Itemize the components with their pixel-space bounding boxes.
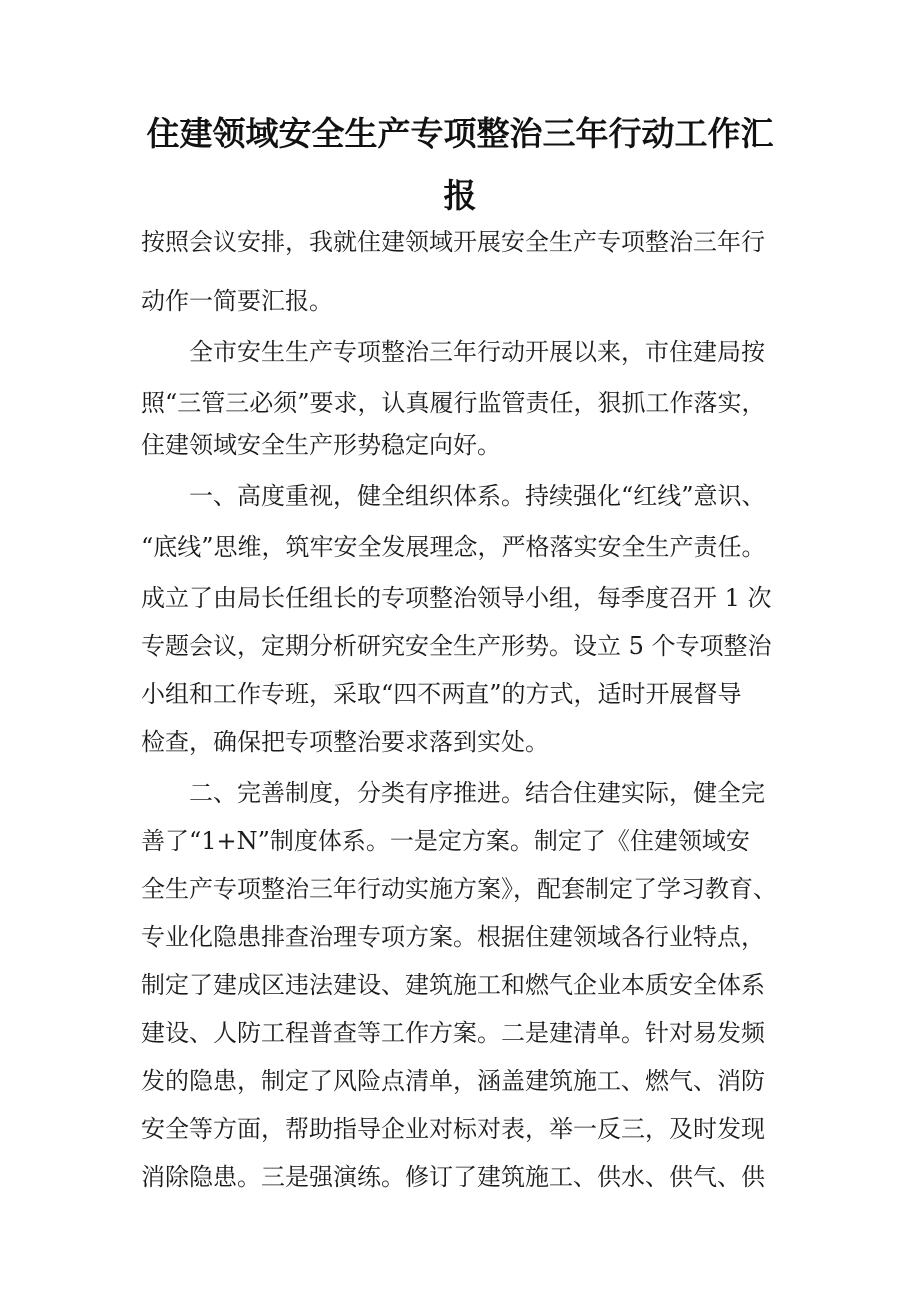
- body-line: 善了“1+N”制度体系。一是定方案。制定了《住建领域安: [141, 827, 750, 855]
- document-title-line-1: 住建领域安全生产专项整治三年行动工作汇: [146, 114, 774, 153]
- body-line: 小组和工作专班，采取“四不两直”的方式，适时开展督导: [141, 680, 742, 708]
- body-line: 专题会议，定期分析研究安全生产形势。设立 5 个专项整治: [141, 632, 772, 660]
- body-line: 制定了建成区违法建设、建筑施工和燃气企业本质安全体系: [141, 971, 765, 999]
- body-line: 动作一简要汇报。: [141, 287, 333, 315]
- body-line: 发的隐患，制定了风险点清单，涵盖建筑施工、燃气、消防: [141, 1067, 765, 1095]
- body-line: 成立了由局长任组长的专项整治领导小组，每季度召开 1 次: [141, 584, 772, 612]
- body-line: 全生产专项整治三年行动实施方案》，配套制定了学习教育、: [141, 875, 777, 903]
- paragraph-start-line: 二、完善制度，分类有序推进。结合住建实际，健全完: [189, 779, 765, 807]
- body-line: 建设、人防工程普查等工作方案。二是建清单。针对易发频: [141, 1019, 765, 1047]
- body-line: 消除隐患。三是强演练。修订了建筑施工、供水、供气、供: [141, 1163, 765, 1191]
- body-line: 专业化隐患排查治理专项方案。根据住建领域各行业特点，: [141, 923, 765, 951]
- body-line: 安全等方面，帮助指导企业对标对表，举一反三，及时发现: [141, 1115, 765, 1143]
- paragraph-start-line: 全市安生生产专项整治三年行动开展以来，市住建局按: [189, 338, 765, 366]
- body-line: 按照会议安排，我就住建领域开展安全生产专项整治三年行: [141, 228, 765, 256]
- paragraph-start-line: 一、高度重视，健全组织体系。持续强化“红线”意识、: [189, 482, 766, 510]
- document-title-line-2: 报: [443, 176, 477, 215]
- body-line: “底线”思维，筑牢安全发展理念，严格落实安全生产责任。: [141, 533, 766, 561]
- body-line: 检查，确保把专项整治要求落到实处。: [141, 728, 549, 756]
- body-line: 住建领域安全生产形势稳定向好。: [141, 431, 501, 459]
- body-line: 照“三管三必须”要求，认真履行监管责任，狠抓工作落实，: [141, 389, 766, 417]
